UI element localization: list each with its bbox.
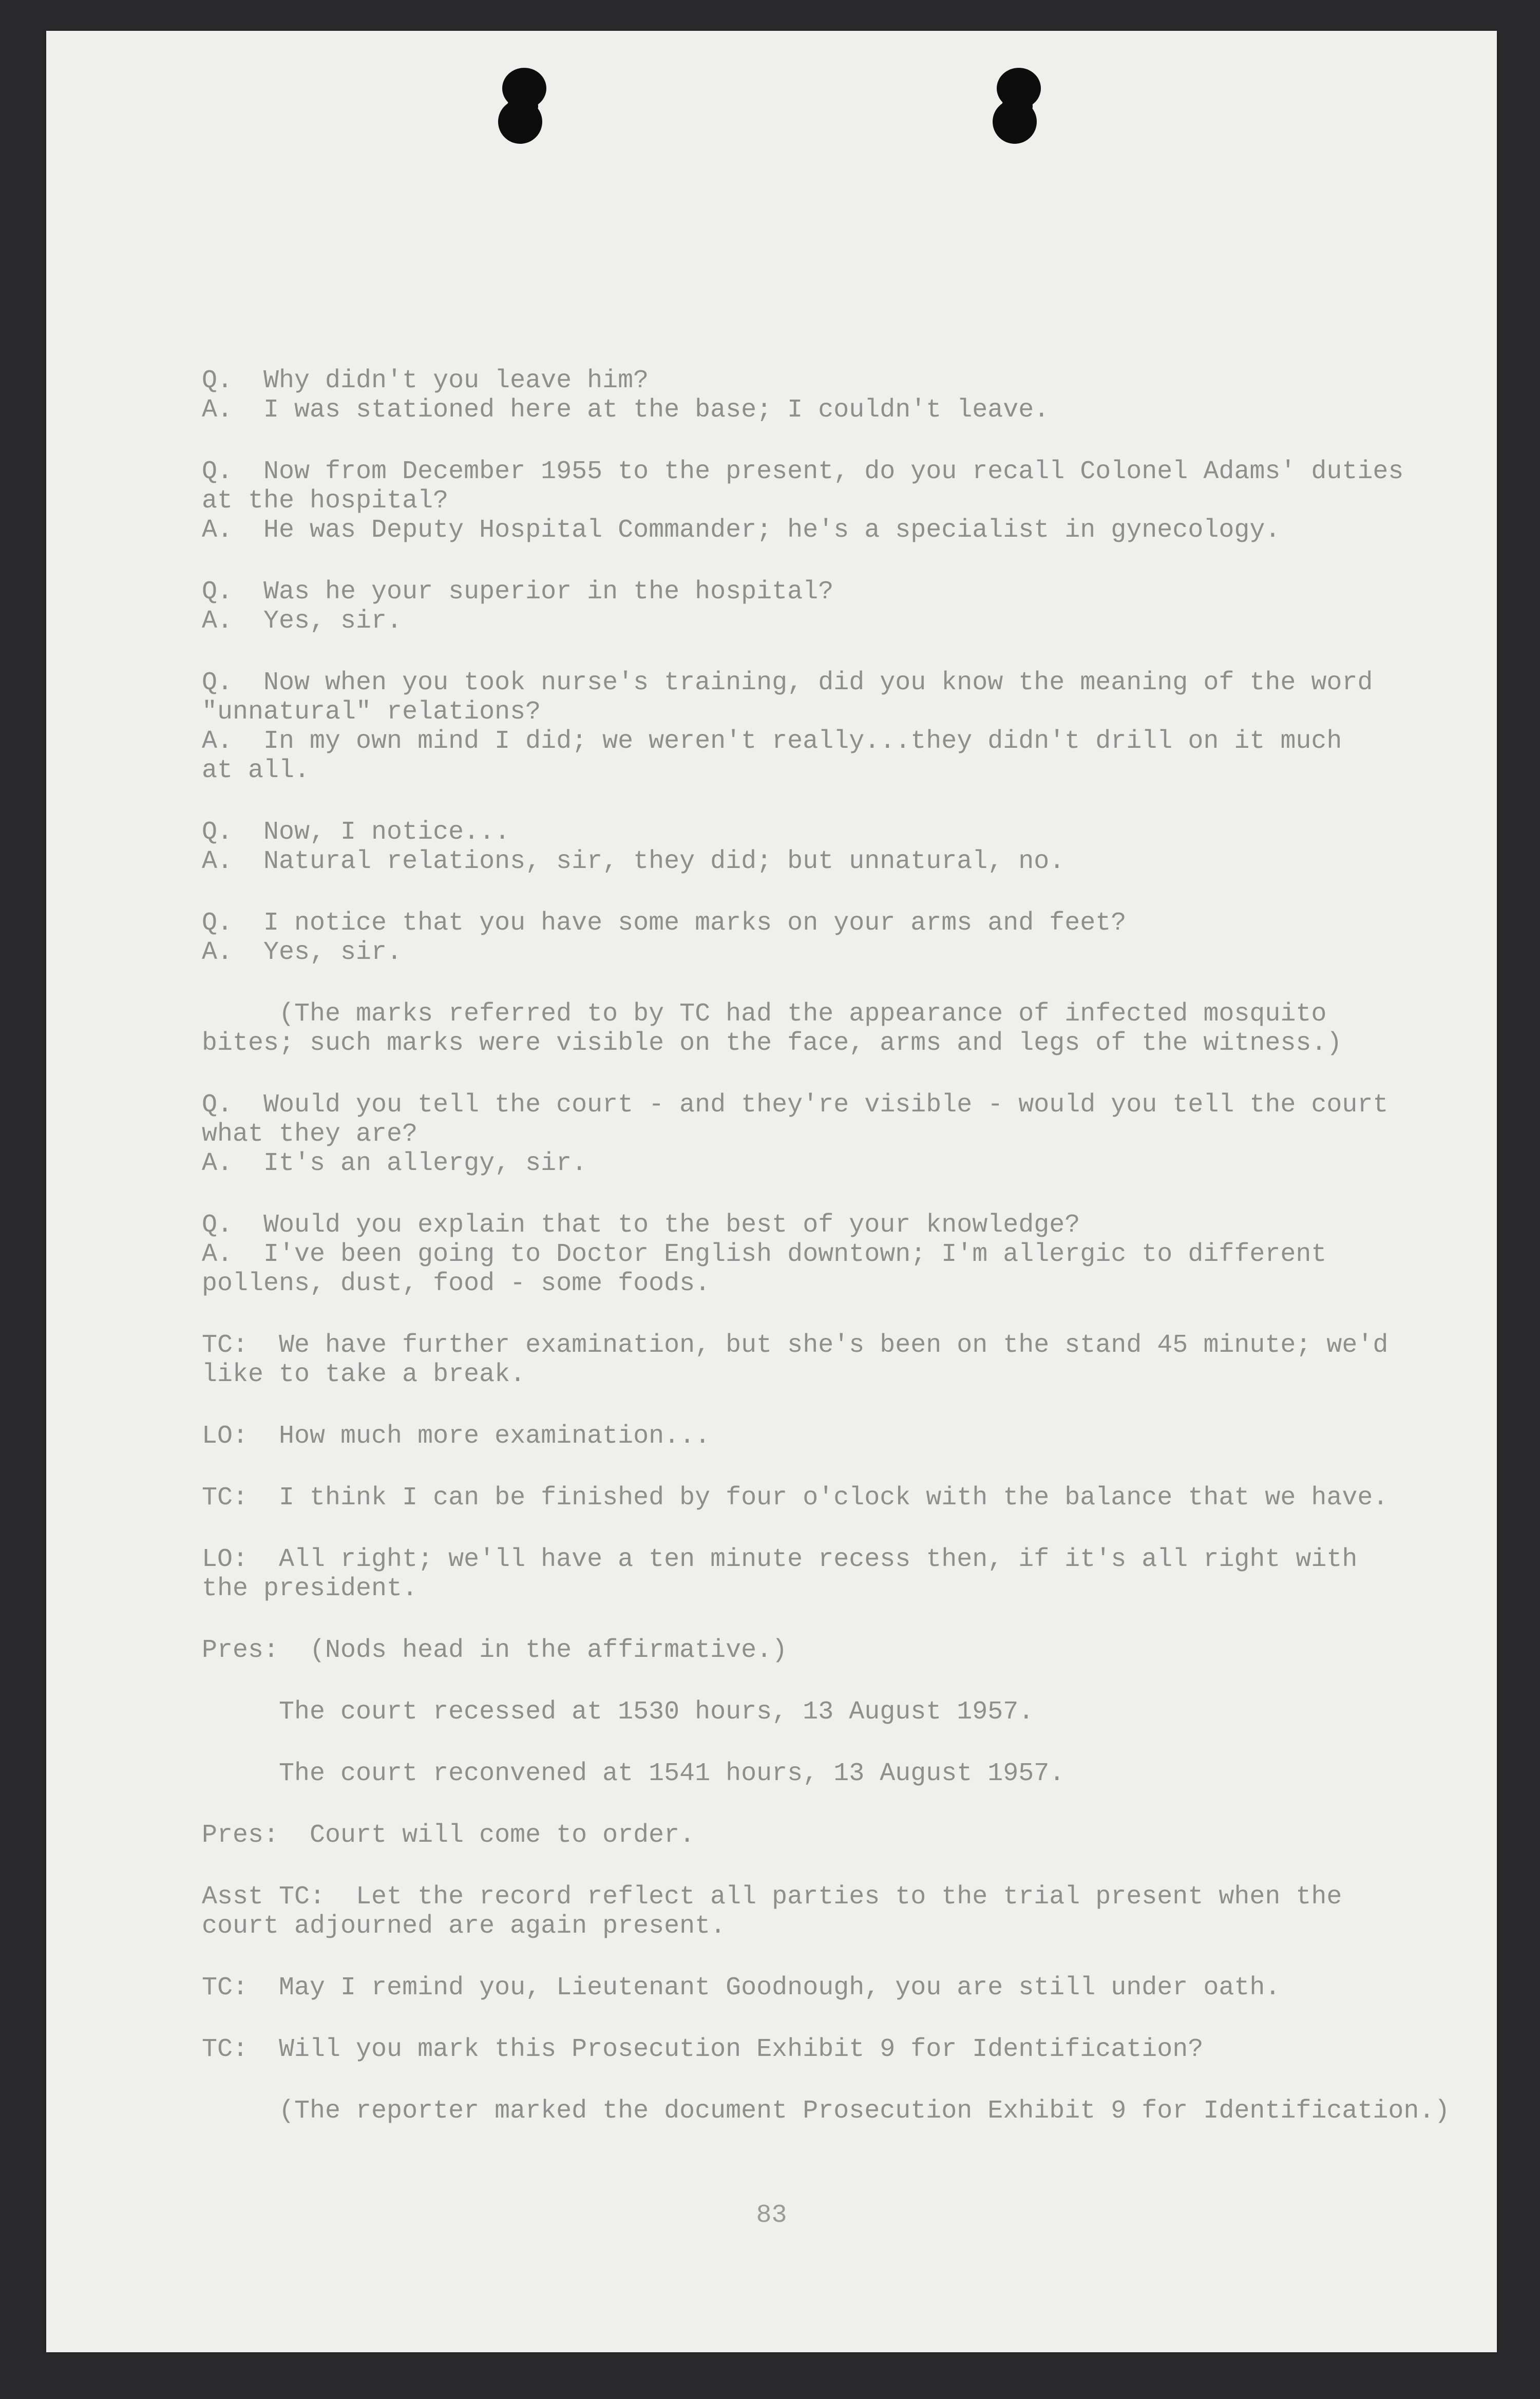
transcript-line: A. In my own mind I did; we weren't really...they didn't drill on it much — [202, 727, 1342, 756]
transcript-entry — [202, 1821, 1434, 1850]
transcript-line: A. I was stationed here at the base; I couldn't leave. — [202, 395, 1050, 425]
transcript-line: Q. Was he your superior in the hospital? — [202, 577, 834, 607]
punch-hole-right — [993, 68, 1044, 144]
transcript-entry — [202, 1697, 1434, 1727]
transcript-entry — [202, 1211, 1434, 1298]
transcript-line: Q. Now when you took nurse's training, did you know the meaning of the word — [202, 668, 1373, 697]
transcript-line: Q. Would you explain that to the best of your knowledge? — [202, 1211, 1080, 1240]
transcript-entry — [202, 1090, 1434, 1178]
transcript-line: court adjourned are again present. — [202, 1912, 726, 1941]
transcript-line: Q. Now from December 1955 to the present, do you recall Colonel Adams' duties — [202, 457, 1404, 486]
transcript-line: A. Yes, sir. — [202, 607, 403, 636]
transcript-entry — [202, 2035, 1434, 2064]
transcript-entry — [202, 1483, 1434, 1513]
transcript-body — [202, 366, 1450, 2158]
transcript-entry — [202, 668, 1434, 785]
transcript-entry — [202, 457, 1434, 545]
transcript-line: TC: Will you mark this Prosecution Exhibit 9 for Identification? — [202, 2035, 1204, 2064]
transcript-entry — [202, 1331, 1434, 1389]
transcript-line: bites; such marks were visible on the face, arms and legs of the witness.) — [202, 1029, 1342, 1058]
transcript-line: what they are? — [202, 1120, 418, 1149]
transcript-entry — [202, 1973, 1434, 2003]
transcript-line: A. He was Deputy Hospital Commander; he's a specialist in gynecology. — [202, 516, 1281, 545]
transcript-line: Pres: (Nods head in the affirmative.) — [202, 1636, 788, 1665]
transcript-line: at all. — [202, 756, 310, 785]
transcript-line: (The reporter marked the document Prosecution Exhibit 9 for Identification.) — [202, 2096, 1450, 2126]
transcript-line: TC: May I remind you, Lieutenant Goodnough, you are still under oath. — [202, 1973, 1281, 2003]
transcript-line: at the hospital? — [202, 486, 449, 516]
transcript-line: A. Yes, sir. — [202, 938, 403, 967]
transcript-entry — [202, 577, 1434, 636]
transcript-entry — [202, 1882, 1434, 1941]
transcript-line: like to take a break. — [202, 1360, 526, 1389]
page-number: 83 — [756, 2201, 787, 2230]
transcript-entry — [202, 2096, 1450, 2126]
transcript-line: Pres: Court will come to order. — [202, 1821, 695, 1850]
transcript-line: A. Natural relations, sir, they did; but unnatural, no. — [202, 847, 1065, 876]
transcript-line: "unnatural" relations? — [202, 697, 541, 727]
transcript-line: the president. — [202, 1574, 418, 1603]
document-page — [46, 31, 1497, 2352]
transcript-line: LO: All right; we'll have a ten minute recess then, if it's all right with — [202, 1545, 1358, 1574]
transcript-line: LO: How much more examination... — [202, 1422, 711, 1451]
transcript-entry — [202, 366, 1434, 425]
transcript-line: The court reconvened at 1541 hours, 13 August 1957. — [202, 1759, 1065, 1788]
transcript-line: TC: We have further examination, but she's been on the stand 45 minute; we'd — [202, 1331, 1389, 1360]
transcript-line: TC: I think I can be finished by four o'clock with the balance that we have. — [202, 1483, 1389, 1513]
transcript-line: Q. Why didn't you leave him? — [202, 366, 649, 395]
transcript-entry — [202, 999, 1434, 1058]
punch-hole-left — [498, 68, 549, 144]
transcript-entry — [202, 1759, 1434, 1788]
transcript-line: Q. I notice that you have some marks on your arms and feet? — [202, 909, 1127, 938]
transcript-line: Q. Now, I notice... — [202, 818, 510, 847]
transcript-line: pollens, dust, food - some foods. — [202, 1269, 711, 1298]
transcript-line: Q. Would you tell the court - and they're visible - would you tell the court — [202, 1090, 1389, 1120]
transcript-line: (The marks referred to by TC had the appearance of infected mosquito — [202, 999, 1327, 1029]
transcript-entry — [202, 1545, 1434, 1603]
transcript-line: Asst TC: Let the record reflect all parties to the trial present when the — [202, 1882, 1342, 1912]
transcript-entry — [202, 1636, 1434, 1665]
transcript-entry — [202, 1422, 1434, 1451]
transcript-entry — [202, 909, 1434, 967]
transcript-line: A. I've been going to Doctor English downtown; I'm allergic to different — [202, 1240, 1327, 1269]
transcript-line: A. It's an allergy, sir. — [202, 1149, 587, 1178]
transcript-line: The court recessed at 1530 hours, 13 August 1957. — [202, 1697, 1034, 1727]
transcript-entry — [202, 818, 1434, 876]
